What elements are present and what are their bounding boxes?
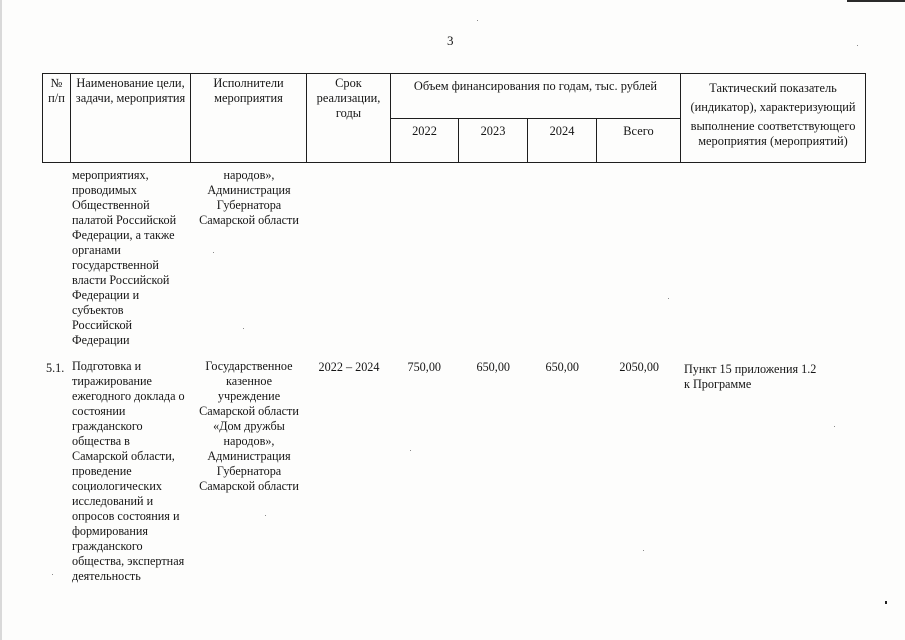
- scan-speck: [885, 601, 887, 604]
- header-executors-line: Исполнители: [213, 76, 284, 90]
- header-name-line: Наименование цели,: [76, 76, 185, 90]
- text-line: проводимых: [72, 183, 137, 197]
- col-border: [865, 73, 866, 163]
- row-5-1-value-2024: 650,00: [545, 360, 579, 374]
- page-number: 3: [447, 33, 454, 48]
- header-term-line: Срок: [335, 76, 362, 90]
- continued-row-executors: [192, 168, 306, 228]
- scan-edge: [0, 0, 2, 640]
- text-line: формирования: [72, 524, 148, 538]
- text-line: органами: [72, 243, 121, 257]
- text-line: Самарской области: [199, 213, 299, 227]
- row-5-1-num: 5.1.: [46, 361, 65, 375]
- text-line: Самарской области: [199, 404, 299, 418]
- text-line: общества, экспертная: [72, 554, 185, 568]
- header-total: Всего: [623, 124, 654, 138]
- text-line: «Дом дружбы: [213, 419, 285, 433]
- header-term-line: реализации,: [316, 91, 381, 105]
- row-5-1-term: 2022 – 2024: [318, 360, 380, 374]
- row-5-1-value-total: 2050,00: [619, 360, 659, 374]
- header-year-2024: 2024: [549, 124, 575, 138]
- header-indicator-line: мероприятия (мероприятий): [698, 134, 848, 148]
- header-executors-line: мероприятия: [214, 91, 283, 105]
- header-year-2022: 2022: [412, 124, 437, 138]
- scan-corner-mark: [847, 0, 905, 2]
- text-line: Федерации, а также: [72, 228, 175, 242]
- text-line: Губернатора: [216, 198, 282, 212]
- text-line: общества в: [72, 434, 130, 448]
- text-line: деятельность: [72, 569, 141, 583]
- header-year-2023: 2023: [480, 124, 506, 138]
- header-num: [43, 76, 70, 106]
- scan-speck: [410, 450, 411, 451]
- text-line: палатой Российской: [72, 213, 177, 227]
- text-line: Администрация: [207, 449, 291, 463]
- text-line: социологических: [72, 479, 162, 493]
- text-line: Пункт 15 приложения 1.2: [684, 362, 817, 376]
- scan-speck: [52, 574, 53, 575]
- header-indicator-line: Тактический показатель: [709, 81, 837, 95]
- row-5-1-value-2022: 750,00: [407, 360, 441, 374]
- header-indicator: [681, 81, 865, 149]
- text-line: власти Российской: [72, 273, 170, 287]
- text-line: исследований и: [72, 494, 154, 508]
- row-5-1-indicator: [684, 362, 865, 392]
- header-name: [71, 76, 190, 106]
- header-name-line: задачи, мероприятия: [75, 91, 186, 105]
- text-line: народов»,: [223, 168, 275, 182]
- text-line: государственной: [72, 258, 159, 272]
- text-line: Администрация: [207, 183, 291, 197]
- header-bottom-border: [42, 162, 865, 163]
- row-5-1-executors: [192, 359, 306, 494]
- text-line: Федерации и: [72, 288, 140, 302]
- header-term-line: годы: [335, 106, 362, 120]
- text-line: мероприятиях,: [72, 168, 149, 182]
- row-5-1-name: [72, 359, 190, 584]
- scan-speck: [834, 426, 835, 427]
- text-line: Общественной: [72, 198, 150, 212]
- header-executors: [191, 76, 306, 106]
- scan-speck: [668, 298, 669, 299]
- text-line: Самарской области: [199, 479, 299, 493]
- text-line: ежегодного доклада о: [72, 389, 185, 403]
- scan-speck: [265, 515, 266, 516]
- header-num-line: №: [50, 76, 63, 90]
- continued-row-name: [72, 168, 190, 348]
- text-line: проведение: [72, 464, 132, 478]
- scan-speck: [857, 45, 858, 46]
- financing-subheader-border: [390, 118, 680, 119]
- text-line: субъектов: [72, 303, 124, 317]
- text-line: Губернатора: [216, 464, 282, 478]
- text-line: опросов состояния и: [72, 509, 180, 523]
- text-line: тиражирование: [72, 374, 152, 388]
- text-line: учреждение: [217, 389, 281, 403]
- header-top-border: [42, 73, 865, 74]
- header-term: [307, 76, 390, 121]
- text-line: гражданского: [72, 419, 143, 433]
- scan-speck: [243, 328, 244, 329]
- text-line: гражданского: [72, 539, 143, 553]
- scan-speck: [477, 20, 478, 21]
- header-num-line: п/п: [48, 91, 65, 105]
- text-line: Подготовка и: [72, 359, 142, 373]
- text-line: Самарской области,: [72, 449, 175, 463]
- text-line: Российской: [72, 318, 133, 332]
- text-line: к Программе: [684, 377, 752, 391]
- header-indicator-line: выполнение соответствующего: [690, 119, 856, 133]
- text-line: народов»,: [223, 434, 275, 448]
- text-line: казенное: [225, 374, 273, 388]
- row-5-1-value-2023: 650,00: [476, 360, 510, 374]
- header-indicator-line: (индикатор), характеризующий: [690, 100, 856, 114]
- scan-speck: [213, 252, 214, 253]
- scan-speck: [643, 550, 644, 551]
- text-line: состоянии: [72, 404, 126, 418]
- text-line: Федерации: [72, 333, 130, 347]
- header-financing-title: Объем финансирования по годам, тыс. рублей: [413, 79, 658, 93]
- text-line: Государственное: [205, 359, 293, 373]
